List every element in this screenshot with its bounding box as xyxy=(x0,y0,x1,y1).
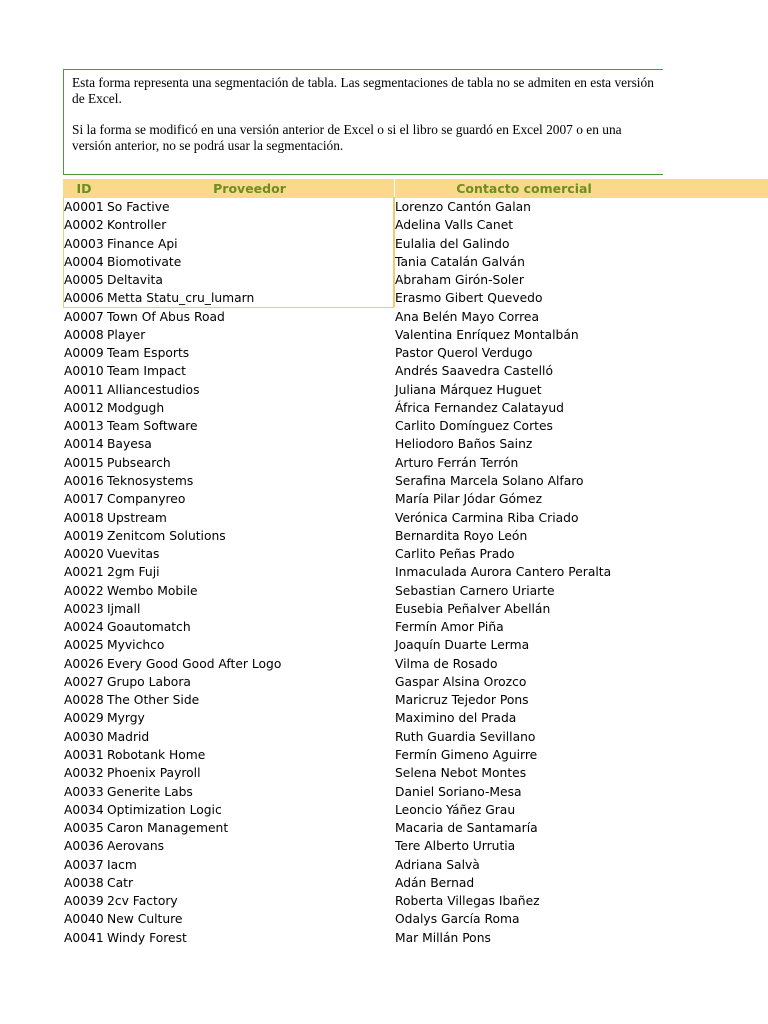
cell-id[interactable]: A0029 xyxy=(64,711,104,726)
cell-proveedor[interactable]: Pubsearch xyxy=(107,455,171,470)
table-row[interactable] xyxy=(63,509,768,527)
cell-id[interactable]: A0005 xyxy=(64,273,104,288)
table-row[interactable] xyxy=(63,308,768,326)
cell-proveedor[interactable]: Grupo Labora xyxy=(107,674,191,689)
table-row[interactable] xyxy=(63,417,768,435)
cell-proveedor[interactable]: Vuevitas xyxy=(107,547,160,562)
cell-contacto[interactable]: Bernardita Royo León xyxy=(395,528,528,543)
cell-proveedor[interactable]: Robotank Home xyxy=(107,747,206,762)
cell-proveedor[interactable]: Modgugh xyxy=(107,400,165,415)
cell-contacto[interactable]: Ana Belén Mayo Correa xyxy=(395,309,540,324)
table-row[interactable] xyxy=(63,563,768,581)
cell-proveedor[interactable]: Bayesa xyxy=(107,437,152,452)
table-row[interactable] xyxy=(63,216,768,234)
table-row[interactable] xyxy=(63,326,768,344)
cell-contacto[interactable]: Odalys García Roma xyxy=(395,912,520,927)
cell-id[interactable]: A0033 xyxy=(64,784,104,799)
cell-contacto[interactable]: Tania Catalán Galván xyxy=(395,254,525,269)
cell-id[interactable]: A0034 xyxy=(64,802,104,817)
table-row[interactable] xyxy=(63,472,768,490)
cell-id[interactable]: A0019 xyxy=(64,528,104,543)
cell-contacto[interactable]: Leoncio Yáñez Grau xyxy=(395,802,516,817)
cell-proveedor[interactable]: Kontroller xyxy=(107,218,167,233)
cell-contacto[interactable]: Fermín Amor Piña xyxy=(395,620,504,635)
cell-proveedor[interactable]: Ijmall xyxy=(107,601,141,616)
table-row[interactable] xyxy=(63,271,768,289)
cell-proveedor[interactable]: Deltavita xyxy=(107,273,163,288)
cell-id[interactable]: A0028 xyxy=(64,693,104,708)
header-id[interactable]: ID xyxy=(76,181,92,196)
cell-proveedor[interactable]: Zenitcom Solutions xyxy=(107,528,226,543)
cell-proveedor[interactable]: Metta Statu_cru_lumarn xyxy=(107,291,255,306)
table-row[interactable] xyxy=(63,344,768,362)
cell-contacto[interactable]: Tere Alberto Urrutia xyxy=(395,839,516,854)
table-row[interactable] xyxy=(63,728,768,746)
cell-id[interactable]: A0022 xyxy=(64,583,104,598)
table-row[interactable] xyxy=(63,874,768,892)
cell-proveedor[interactable]: Every Good Good After Logo xyxy=(107,656,282,671)
cell-contacto[interactable]: Abraham Girón-Soler xyxy=(395,273,524,288)
table-row[interactable] xyxy=(63,527,768,545)
cell-proveedor[interactable]: Phoenix Payroll xyxy=(107,766,201,781)
cell-contacto[interactable]: Lorenzo Cantón Galan xyxy=(395,200,531,214)
cell-contacto[interactable]: Mar Millán Pons xyxy=(395,930,491,945)
cell-id[interactable]: A0030 xyxy=(64,729,104,744)
table-row[interactable] xyxy=(63,746,768,764)
cell-proveedor[interactable]: Windy Forest xyxy=(107,930,187,945)
cell-contacto[interactable]: Valentina Enríquez Montalbán xyxy=(395,327,579,342)
cell-contacto[interactable]: Vilma de Rosado xyxy=(395,656,498,671)
table-row[interactable] xyxy=(63,454,768,472)
cell-id[interactable]: A0006 xyxy=(64,291,104,306)
cell-proveedor[interactable]: Generite Labs xyxy=(107,784,193,799)
cell-proveedor[interactable]: Catr xyxy=(107,875,133,890)
cell-proveedor[interactable]: Madrid xyxy=(107,729,150,744)
cell-proveedor[interactable]: Myvichco xyxy=(107,638,165,653)
table-row[interactable] xyxy=(63,490,768,508)
cell-contacto[interactable]: Maximino del Prada xyxy=(395,711,517,726)
cell-id[interactable]: A0013 xyxy=(64,419,104,434)
cell-proveedor[interactable]: Goautomatch xyxy=(107,620,191,635)
cell-id[interactable]: A0037 xyxy=(64,857,104,872)
table-row[interactable] xyxy=(63,198,768,216)
cell-contacto[interactable]: Carlito Domínguez Cortes xyxy=(395,419,553,434)
cell-proveedor[interactable]: The Other Side xyxy=(107,693,200,708)
table-row[interactable] xyxy=(63,545,768,563)
table-row[interactable] xyxy=(63,892,768,910)
table-row[interactable] xyxy=(63,381,768,399)
slicer-notice-line2: Si la forma se modificó en una versión anterior de Excel o si el libro se guardó en Excel 2007 o en una versión anterior, no se podrá usar la segmentación. xyxy=(72,122,622,153)
cell-proveedor[interactable]: Wembo Mobile xyxy=(107,583,198,598)
table-row[interactable] xyxy=(63,289,768,307)
cell-contacto[interactable]: Inmaculada Aurora Cantero Peralta xyxy=(395,565,612,580)
cell-id[interactable]: A0011 xyxy=(64,382,104,397)
table-row[interactable] xyxy=(63,819,768,837)
cell-proveedor[interactable]: Team Impact xyxy=(107,364,186,379)
cell-contacto[interactable]: Ruth Guardia Sevillano xyxy=(395,729,536,744)
cell-id[interactable]: A0015 xyxy=(64,455,104,470)
table-row[interactable] xyxy=(63,618,768,636)
cell-id[interactable]: A0001 xyxy=(64,200,104,214)
table-row[interactable] xyxy=(63,253,768,271)
cell-id[interactable]: A0027 xyxy=(64,674,104,689)
cell-contacto[interactable]: Adán Bernad xyxy=(395,875,475,890)
table-row[interactable] xyxy=(63,856,768,874)
cell-id[interactable]: A0012 xyxy=(64,400,104,415)
cell-contacto[interactable]: Joaquín Duarte Lerma xyxy=(395,638,530,653)
cell-contacto[interactable]: Adelina Valls Canet xyxy=(395,218,514,233)
table-row[interactable] xyxy=(63,764,768,782)
cell-contacto[interactable]: Carlito Peñas Prado xyxy=(395,547,515,562)
table-row[interactable] xyxy=(63,837,768,855)
cell-proveedor[interactable]: 2cv Factory xyxy=(107,894,178,909)
cell-contacto[interactable]: Serafina Marcela Solano Alfaro xyxy=(395,473,584,488)
slicer-notice-line1: Esta forma representa una segmentación de tabla. Las segmentaciones de tabla no se admiten en esta versión de Excel. xyxy=(72,75,654,106)
cell-contacto[interactable]: Pastor Querol Verdugo xyxy=(395,346,533,361)
cell-contacto[interactable]: Sebastian Carnero Uriarte xyxy=(395,583,555,598)
cell-id[interactable]: A0040 xyxy=(64,912,104,927)
cell-id[interactable]: A0021 xyxy=(64,565,104,580)
cell-proveedor[interactable]: Myrgy xyxy=(107,711,145,726)
cell-id[interactable]: A0039 xyxy=(64,894,104,909)
cell-id[interactable]: A0035 xyxy=(64,821,104,836)
cell-proveedor[interactable]: Biomotivate xyxy=(107,254,182,269)
table-row[interactable] xyxy=(63,636,768,654)
cell-id[interactable]: A0007 xyxy=(64,309,104,324)
cell-id[interactable]: A0031 xyxy=(64,747,104,762)
cell-contacto[interactable]: Andrés Saavedra Castelló xyxy=(395,364,553,379)
table-row[interactable] xyxy=(63,673,768,691)
table-row[interactable] xyxy=(63,709,768,727)
cell-id[interactable]: A0025 xyxy=(64,638,104,653)
cell-contacto[interactable]: Roberta Villegas Ibañez xyxy=(395,894,540,909)
cell-proveedor[interactable]: Team Software xyxy=(107,419,198,434)
cell-contacto[interactable]: María Pilar Jódar Gómez xyxy=(395,492,543,507)
cell-proveedor[interactable]: Alliancestudios xyxy=(107,382,200,397)
cell-proveedor[interactable]: So Factive xyxy=(107,200,170,214)
cell-id[interactable]: A0036 xyxy=(64,839,104,854)
table-row[interactable] xyxy=(63,801,768,819)
cell-proveedor[interactable]: Aerovans xyxy=(107,839,165,854)
cell-id[interactable]: A0017 xyxy=(64,492,104,507)
cell-proveedor[interactable]: Upstream xyxy=(107,510,167,525)
cell-contacto[interactable]: Selena Nebot Montes xyxy=(395,766,527,781)
table-row[interactable] xyxy=(63,691,768,709)
cell-contacto[interactable]: Eusebia Peñalver Abellán xyxy=(395,601,551,616)
cell-contacto[interactable]: Maricruz Tejedor Pons xyxy=(395,693,529,708)
cell-proveedor[interactable]: Teknosystems xyxy=(107,473,194,488)
table-row[interactable] xyxy=(63,929,768,947)
cell-proveedor[interactable]: Optimization Logic xyxy=(107,802,222,817)
cell-proveedor[interactable]: Player xyxy=(107,327,146,342)
table-row[interactable] xyxy=(63,235,768,253)
cell-proveedor[interactable]: Team Esports xyxy=(107,346,190,361)
header-contacto[interactable]: Contacto comercial xyxy=(456,181,592,196)
table-header-row xyxy=(63,179,768,198)
cell-contacto[interactable]: Juliana Márquez Huguet xyxy=(395,382,542,397)
table-row[interactable] xyxy=(63,362,768,380)
cell-contacto[interactable]: Arturo Ferrán Terrón xyxy=(395,455,519,470)
table-row[interactable] xyxy=(63,910,768,928)
cell-contacto[interactable]: Macaria de Santamaría xyxy=(395,821,538,836)
cell-id[interactable]: A0004 xyxy=(64,254,104,269)
cell-id[interactable]: A0018 xyxy=(64,510,104,525)
cell-proveedor[interactable]: Finance Api xyxy=(107,236,178,251)
cell-proveedor[interactable]: Companyreo xyxy=(107,492,186,507)
slicer-placeholder-shape[interactable] xyxy=(63,69,663,175)
cell-id[interactable]: A0016 xyxy=(64,473,104,488)
cell-proveedor[interactable]: Town Of Abus Road xyxy=(107,309,225,324)
cell-id[interactable]: A0038 xyxy=(64,875,104,890)
cell-id[interactable]: A0024 xyxy=(64,620,104,635)
cell-id[interactable]: A0032 xyxy=(64,766,104,781)
cell-id[interactable]: A0041 xyxy=(64,930,104,945)
cell-proveedor[interactable]: Caron Management xyxy=(107,821,229,836)
table-row[interactable] xyxy=(63,582,768,600)
cell-contacto[interactable]: Eulalia del Galindo xyxy=(395,236,510,251)
cell-id[interactable]: A0008 xyxy=(64,327,104,342)
cell-id[interactable]: A0026 xyxy=(64,656,104,671)
cell-contacto[interactable]: África Fernandez Calatayud xyxy=(395,400,564,415)
cell-id[interactable]: A0023 xyxy=(64,601,104,616)
cell-contacto[interactable]: Verónica Carmina Riba Criado xyxy=(395,510,579,525)
cell-proveedor[interactable]: 2gm Fuji xyxy=(107,565,160,580)
cell-proveedor[interactable]: Iacm xyxy=(107,857,137,872)
cell-id[interactable]: A0009 xyxy=(64,346,104,361)
vendor-table xyxy=(63,179,768,947)
cell-proveedor[interactable]: New Culture xyxy=(107,912,183,927)
cell-id[interactable]: A0003 xyxy=(64,236,104,251)
cell-id[interactable]: A0002 xyxy=(64,218,104,233)
table-row[interactable] xyxy=(63,600,768,618)
table-row[interactable] xyxy=(63,655,768,673)
header-proveedor[interactable]: Proveedor xyxy=(213,181,286,196)
cell-id[interactable]: A0014 xyxy=(64,437,104,452)
table-row[interactable] xyxy=(63,399,768,417)
table-body xyxy=(63,198,768,947)
table-row[interactable] xyxy=(63,435,768,453)
cell-contacto[interactable]: Daniel Soriano-Mesa xyxy=(395,784,522,799)
cell-id[interactable]: A0020 xyxy=(64,547,104,562)
cell-contacto[interactable]: Adriana Salvà xyxy=(395,857,480,872)
cell-contacto[interactable]: Heliodoro Baños Sainz xyxy=(395,437,533,452)
cell-contacto[interactable]: Erasmo Gibert Quevedo xyxy=(395,291,543,306)
cell-contacto[interactable]: Fermín Gimeno Aguirre xyxy=(395,747,538,762)
cell-contacto[interactable]: Gaspar Alsina Orozco xyxy=(395,674,527,689)
cell-id[interactable]: A0010 xyxy=(64,364,104,379)
table-row[interactable] xyxy=(63,783,768,801)
